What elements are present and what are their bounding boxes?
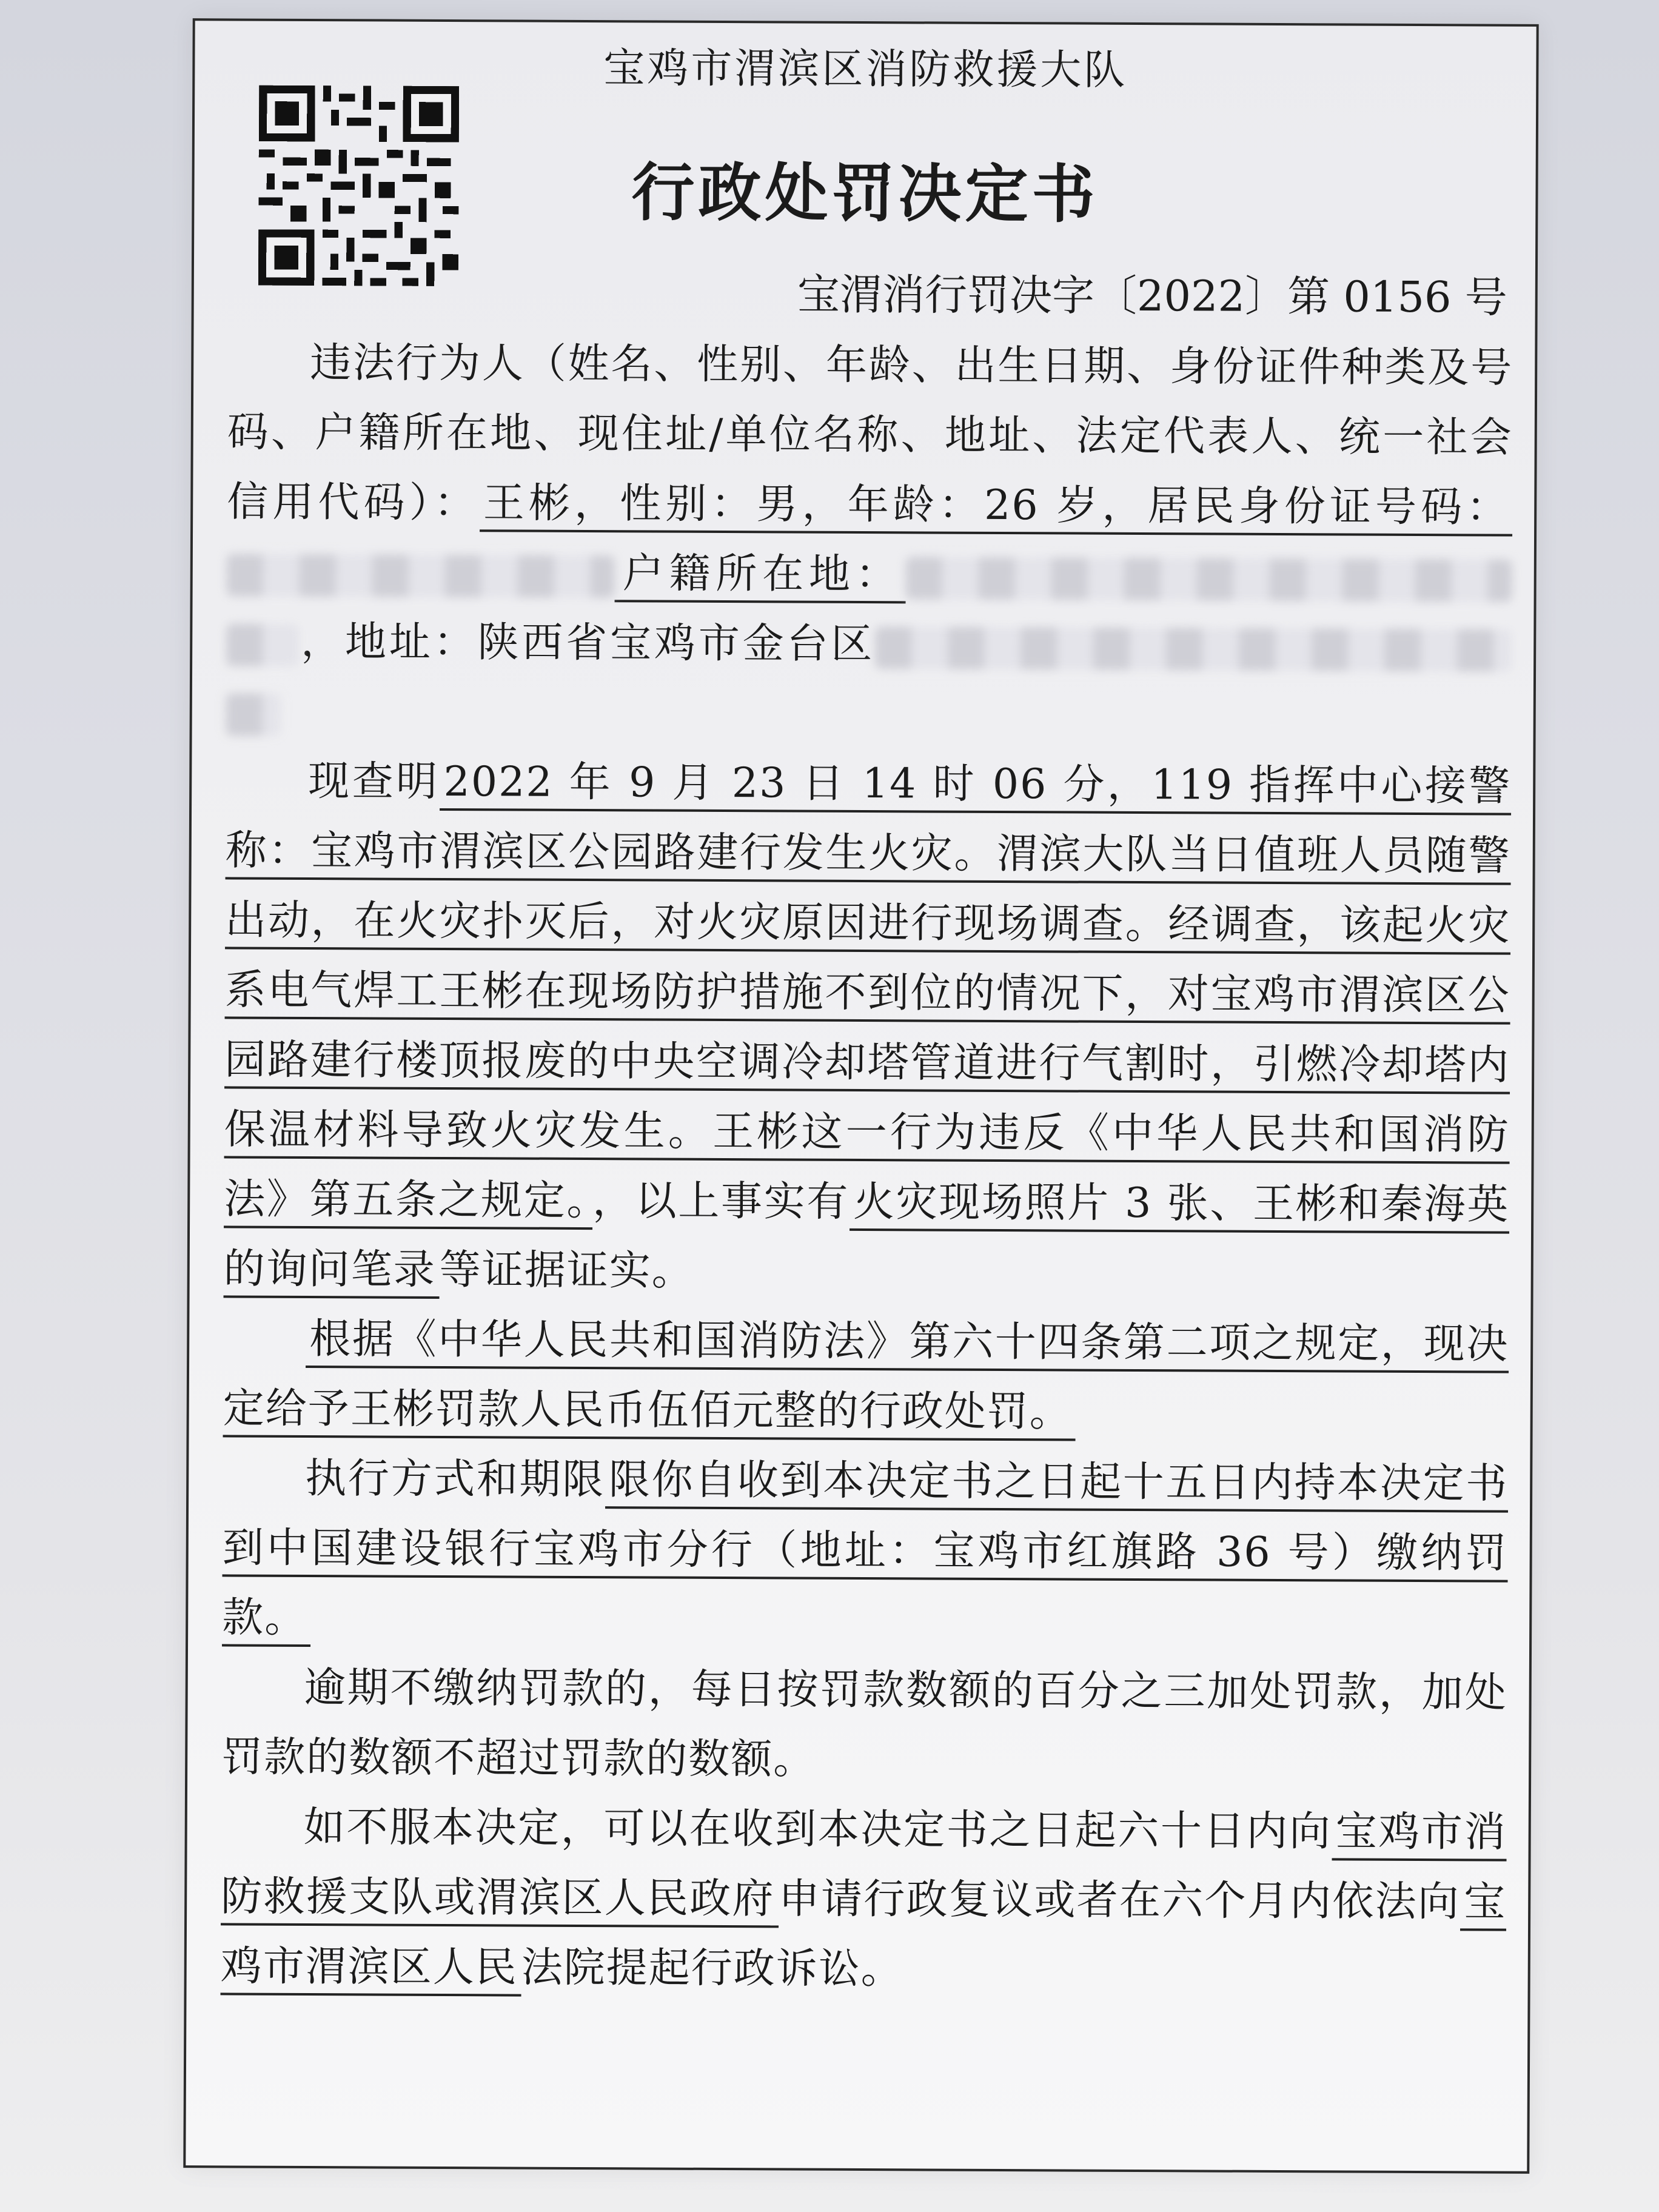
decision-paragraph	[223, 1304, 1509, 1449]
redacted-address-end	[226, 693, 281, 736]
execution-lead: 执行方式和期限	[305, 1455, 606, 1504]
issuing-organization: 宝鸡市渭滨区消防救援大队	[603, 44, 1128, 95]
facts-paragraph	[223, 746, 1511, 1309]
overdue-paragraph	[221, 1652, 1507, 1797]
facts-mid: ，以上事实有	[592, 1177, 850, 1226]
execution-text: 限你自收到本决定书之日起十五日内持本决定书到中国建设银行宝鸡市分行（地址：宝鸡市红旗路 36 号）缴纳罚款。	[222, 1456, 1508, 1647]
document-sheet	[183, 18, 1538, 2174]
appeal-org: 宝鸡市消防救援支队或渭滨区人民政府	[221, 1808, 1507, 1928]
appeal-lead: 如不服本决定，可以在收到本决定书之日起六十日内向	[303, 1803, 1332, 1856]
document-title: 行政处罚决定书	[631, 155, 1099, 232]
facts-text: 2022 年 9 月 23 日 14 时 06 分，119 指挥中心接警称：宝鸡市渭滨区公园路建行发生火灾。渭滨大队当日值班人员随警出动，在火灾扑灭后，对火灾原因进行现场调查。经调查，该起火灾系电气焊工王彬在现场防护措施不到位的情况下，对宝鸡市渭滨区公园路建行楼顶报废的中央空调冷却塔管道进行气割时，引燃冷却塔内保温材料导致火灾发生。王彬这一行为违反《中华人民共和国消防法》第五条之规定。	[224, 758, 1511, 1230]
redacted-address	[875, 626, 1512, 672]
redacted-huji	[906, 557, 1512, 602]
decision-text: 根据《中华人民共和国消防法》第六十四条第二项之规定，现决定给予王彬罚款人民币伍佰元整的行政处罚。	[223, 1315, 1509, 1441]
party-fill: 王彬，性别：男，年龄：26 岁，居民身份证号码：	[480, 479, 1513, 536]
address-label: ，地址：陕西省宝鸡市金台区	[299, 617, 876, 669]
appeal-tail: 法院提起行政诉讼。	[521, 1943, 903, 1994]
document-number: 宝渭消行罚决字〔2022〕第 0156 号	[797, 269, 1507, 323]
facts-tail: 等证据证实。	[439, 1245, 694, 1295]
appeal-court: 宝鸡市渭滨区人民	[221, 1878, 1507, 1996]
evidence-text: 火灾现场照片 3 张、王彬和秦海英的询问笔录	[224, 1178, 1510, 1299]
document-body	[220, 327, 1513, 2006]
execution-paragraph	[222, 1443, 1508, 1658]
redacted-id-number	[227, 554, 615, 598]
party-lead: 违法行为人（姓名、性别、年龄、出生日期、身份证件种类及号码、户籍所在地、现住址/单位名称、地址、法定代表人、统一社会信用代码）：	[227, 339, 1513, 528]
appeal-paragraph	[220, 1792, 1506, 2006]
huji-label: 户籍所在地：	[615, 549, 906, 603]
facts-lead: 现查明	[308, 757, 440, 806]
party-paragraph	[226, 327, 1513, 751]
redacted-fragment	[226, 623, 299, 666]
overdue-text: 逾期不缴纳罚款的，每日按罚款数额的百分之三加处罚款，加处罚款的数额不超过罚款的数额。	[221, 1664, 1507, 1784]
appeal-mid: 申请行政复议或者在六个月内依法向	[778, 1875, 1461, 1926]
